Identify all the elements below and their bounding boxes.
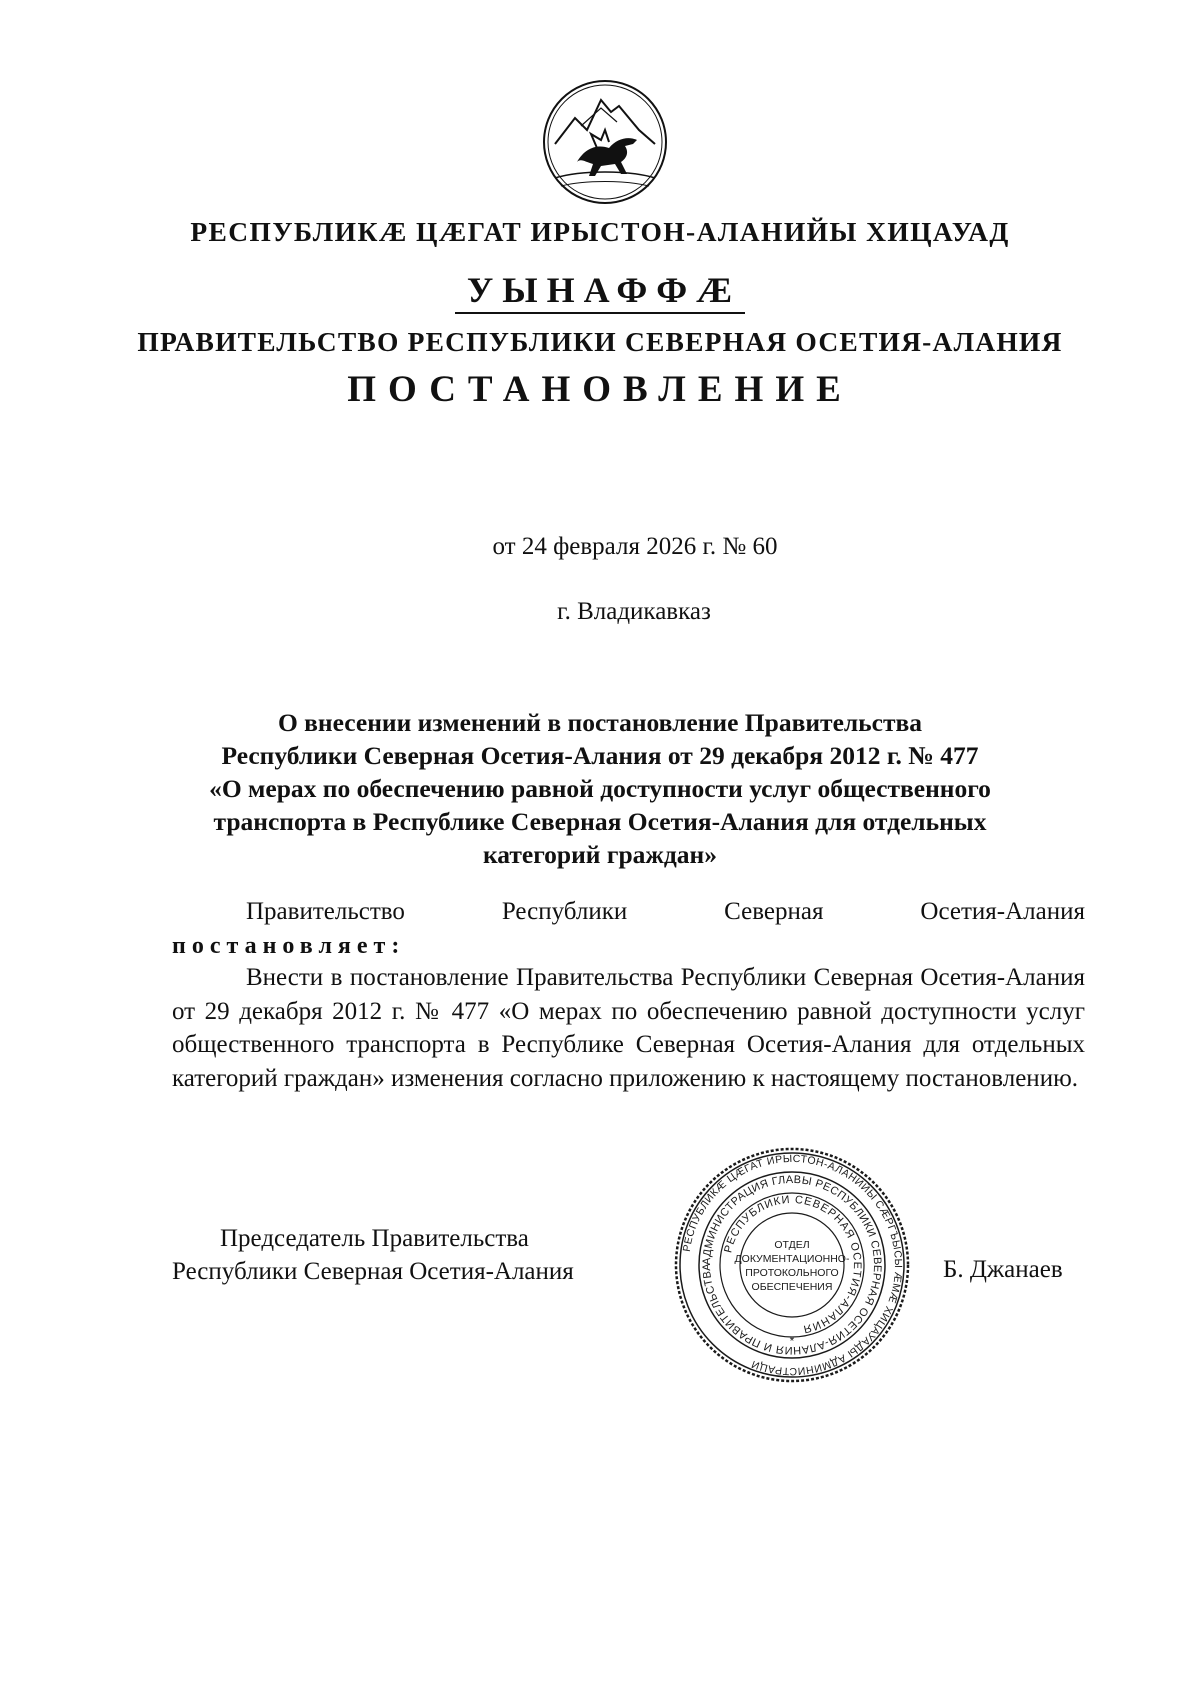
ossetian-document-type: УЫНАФФӔ: [455, 268, 745, 314]
document-date-number: от 24 февраля 2026 г. № 60: [492, 533, 778, 560]
title-line: О внесении изменений в постановление Правительства: [277, 708, 923, 737]
title-line: «О мерах по обеспечению равной доступности услуг общественного: [209, 774, 991, 803]
issuing-body-word: Республики: [501, 898, 628, 925]
document-title: [150, 706, 1050, 871]
stamp-outer-ring-text: РЕСПУБЛИКӔ ЦӔГАТ ИРЫСТОН-АЛАНИЙЫ СӔРГЪЫСЫ ӔМӔ ХИЦАУАДЫ АДМИНИСТРАЦИ: [680, 1152, 905, 1378]
stamp-center-line: ДОКУМЕНТАЦИОННО-: [734, 1253, 850, 1265]
document-city: г. Владикавказ: [557, 598, 711, 625]
title-line: транспорта в Республике Северная Осетия-Алания для отдельных: [213, 807, 987, 836]
republic-coat-of-arms-icon: [541, 78, 669, 206]
title-line: Республики Северная Осетия-Алания от 29 декабря 2012 г. № 477: [221, 741, 979, 770]
title-line: категорий граждан»: [483, 840, 717, 869]
signatory-name: Б. Джанаев: [943, 1256, 1063, 1283]
russian-government-heading: ПРАВИТЕЛЬСТВО РЕСПУБЛИКИ СЕВЕРНАЯ ОСЕТИЯ-АЛАНИЯ: [137, 326, 1063, 357]
signatory-position: [172, 1222, 574, 1288]
issuing-body-line: [172, 898, 1085, 926]
ossetian-government-heading: РЕСПУБЛИКӔ ЦӔГАТ ИРЫСТОН-АЛАНИЙЫ ХИЦАУАД: [190, 216, 1010, 247]
issuing-body-word: Правительство: [246, 898, 405, 925]
stamp-center-line: ОБЕСПЕЧЕНИЯ: [751, 1281, 833, 1293]
issuing-body-word: Северная: [724, 898, 824, 925]
resolution-paragraph: Внести в постановление Правительства Республики Северная Осетия-Алания от 29 декабря 2012 г. № 477 «О мерах по обеспечению равной доступности услуг общественного транспорта в Республике Северная Осетия-Алания для отдельных категорий граждан» изменения согласно приложению к настоящему постановлению.: [172, 964, 1085, 1092]
stamp-center-line: ОТДЕЛ: [774, 1239, 810, 1251]
signatory-position-line: Республики Северная Осетия-Алания: [172, 1258, 574, 1285]
stamp-inner-ring-text: РЕСПУБЛИКИ СЕВЕРНАЯ ОСЕТИЯ-АЛАНИЯ: [722, 1193, 864, 1336]
stamp-center-line: ПРОТОКОЛЬНОГО: [745, 1267, 839, 1279]
issuing-body-word: Осетия-Алания: [920, 898, 1085, 925]
signatory-position-line: Председатель Правительства: [220, 1225, 529, 1252]
svg-text:*: *: [789, 1334, 795, 1348]
resolves-word: постановляет:: [172, 933, 406, 959]
official-round-stamp-icon: [672, 1145, 912, 1385]
stamp-middle-ring-text: АДМИНИСТРАЦИЯ ГЛАВЫ РЕСПУБЛИКИ СЕВЕРНАЯ ОСЕТИЯ-АЛАНИЯ И ПРАВИТЕЛЬСТВА: [700, 1173, 884, 1357]
document-type-heading: ПОСТАНОВЛЕНИЕ: [347, 369, 853, 410]
